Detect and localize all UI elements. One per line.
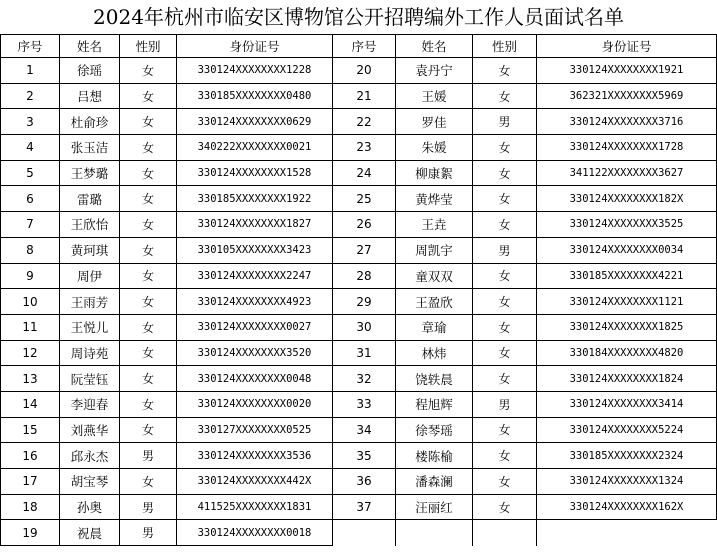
cell-id-left: 330127XXXXXXXX0525 <box>177 417 333 443</box>
cell-gender-right: 女 <box>473 366 537 392</box>
table-row <box>1 160 717 186</box>
cell-name-left: 王欣怡 <box>60 212 120 238</box>
cell-name-right: 汪丽红 <box>396 494 473 520</box>
cell-name-left: 吕想 <box>60 83 120 109</box>
cell-id-left: 330185XXXXXXXX0480 <box>177 83 333 109</box>
cell-name-right: 林炜 <box>396 340 473 366</box>
cell-gender-left: 女 <box>120 417 177 443</box>
table-row <box>1 443 717 469</box>
cell-gender-right: 女 <box>473 289 537 315</box>
candidate-table <box>0 34 717 546</box>
cell-gender-right: 女 <box>473 263 537 289</box>
cell-seq-left: 8 <box>1 237 60 263</box>
cell-name-right: 周凯宇 <box>396 237 473 263</box>
table-row <box>1 289 717 315</box>
cell-gender-right: 女 <box>473 212 537 238</box>
cell-seq-left: 16 <box>1 443 60 469</box>
cell-id-left: 330105XXXXXXXX3423 <box>177 237 333 263</box>
cell-id-right: 330124XXXXXXXX1728 <box>537 135 717 161</box>
cell-id-left: 330124XXXXXXXX1528 <box>177 160 333 186</box>
header-id-right: 身份证号 <box>537 35 717 58</box>
cell-gender-left: 男 <box>120 443 177 469</box>
cell-id-left: 330185XXXXXXXX1922 <box>177 186 333 212</box>
cell-id-right: 330124XXXXXXXX1921 <box>537 58 717 84</box>
cell-seq-right: 22 <box>333 109 396 135</box>
cell-gender-left: 女 <box>120 58 177 84</box>
cell-gender-left: 男 <box>120 494 177 520</box>
header-name-right: 姓名 <box>396 35 473 58</box>
cell-id-right: 330124XXXXXXXX182X <box>537 186 717 212</box>
cell-seq-left: 5 <box>1 160 60 186</box>
cell-seq-left: 1 <box>1 58 60 84</box>
table-row <box>1 212 717 238</box>
cell-name-right: 徐琴瑶 <box>396 417 473 443</box>
cell-name-left: 黄珂琪 <box>60 237 120 263</box>
cell-name-left: 李迎春 <box>60 391 120 417</box>
cell-id-right: 362321XXXXXXXX5969 <box>537 83 717 109</box>
cell-seq-left: 6 <box>1 186 60 212</box>
cell-name-left: 周伊 <box>60 263 120 289</box>
empty-cell <box>537 520 717 546</box>
cell-gender-right: 女 <box>473 340 537 366</box>
cell-id-right: 330184XXXXXXXX4820 <box>537 340 717 366</box>
cell-seq-right: 24 <box>333 160 396 186</box>
cell-name-left: 周诗苑 <box>60 340 120 366</box>
cell-name-right: 童双双 <box>396 263 473 289</box>
cell-name-left: 祝晨 <box>60 520 120 546</box>
cell-id-right: 330124XXXXXXXX1121 <box>537 289 717 315</box>
cell-id-left: 411525XXXXXXXX1831 <box>177 494 333 520</box>
cell-seq-left: 18 <box>1 494 60 520</box>
table-row <box>1 237 717 263</box>
cell-seq-left: 7 <box>1 212 60 238</box>
table-row <box>1 109 717 135</box>
cell-seq-right: 26 <box>333 212 396 238</box>
cell-id-right: 330124XXXXXXXX3716 <box>537 109 717 135</box>
cell-name-left: 王雨芳 <box>60 289 120 315</box>
cell-name-left: 阮莹钰 <box>60 366 120 392</box>
cell-name-left: 孙奥 <box>60 494 120 520</box>
cell-gender-right: 男 <box>473 109 537 135</box>
cell-gender-left: 女 <box>120 212 177 238</box>
cell-gender-left: 女 <box>120 340 177 366</box>
cell-seq-right: 31 <box>333 340 396 366</box>
cell-name-right: 黄烨莹 <box>396 186 473 212</box>
cell-gender-right: 女 <box>473 83 537 109</box>
header-id-left: 身份证号 <box>177 35 333 58</box>
cell-id-right: 330185XXXXXXXX2324 <box>537 443 717 469</box>
cell-name-right: 程旭辉 <box>396 391 473 417</box>
cell-name-right: 章瑜 <box>396 314 473 340</box>
cell-id-left: 330124XXXXXXXX1228 <box>177 58 333 84</box>
cell-gender-left: 女 <box>120 263 177 289</box>
cell-gender-left: 女 <box>120 186 177 212</box>
cell-seq-right: 30 <box>333 314 396 340</box>
cell-seq-left: 2 <box>1 83 60 109</box>
cell-id-left: 330124XXXXXXXX1827 <box>177 212 333 238</box>
cell-seq-left: 9 <box>1 263 60 289</box>
cell-gender-right: 女 <box>473 58 537 84</box>
cell-seq-right: 32 <box>333 366 396 392</box>
cell-name-left: 王梦璐 <box>60 160 120 186</box>
cell-gender-right: 女 <box>473 160 537 186</box>
cell-gender-left: 女 <box>120 314 177 340</box>
cell-gender-left: 女 <box>120 289 177 315</box>
table-row <box>1 314 717 340</box>
cell-id-left: 330124XXXXXXXX3536 <box>177 443 333 469</box>
cell-name-right: 袁丹宁 <box>396 58 473 84</box>
table-row <box>1 340 717 366</box>
cell-seq-right: 25 <box>333 186 396 212</box>
cell-name-right: 柳康絮 <box>396 160 473 186</box>
cell-id-left: 330124XXXXXXXX0020 <box>177 391 333 417</box>
table-row <box>1 520 717 546</box>
cell-id-right: 330124XXXXXXXX3525 <box>537 212 717 238</box>
cell-seq-right: 29 <box>333 289 396 315</box>
cell-name-right: 潘森澜 <box>396 469 473 495</box>
cell-id-right: 330124XXXXXXXX162X <box>537 494 717 520</box>
cell-seq-left: 19 <box>1 520 60 546</box>
table-row <box>1 469 717 495</box>
cell-id-left: 330124XXXXXXXX442X <box>177 469 333 495</box>
cell-seq-left: 4 <box>1 135 60 161</box>
cell-id-left: 330124XXXXXXXX0018 <box>177 520 333 546</box>
cell-name-left: 邱永杰 <box>60 443 120 469</box>
table-row <box>1 186 717 212</box>
cell-seq-left: 13 <box>1 366 60 392</box>
cell-seq-left: 12 <box>1 340 60 366</box>
table-row <box>1 263 717 289</box>
cell-id-left: 330124XXXXXXXX0629 <box>177 109 333 135</box>
table-row <box>1 494 717 520</box>
cell-seq-left: 11 <box>1 314 60 340</box>
cell-gender-left: 女 <box>120 469 177 495</box>
cell-seq-right: 34 <box>333 417 396 443</box>
table-row <box>1 417 717 443</box>
table-header-row <box>1 35 717 58</box>
cell-gender-left: 男 <box>120 520 177 546</box>
empty-cell <box>473 520 537 546</box>
cell-seq-right: 37 <box>333 494 396 520</box>
cell-id-left: 330124XXXXXXXX0027 <box>177 314 333 340</box>
cell-name-left: 张玉洁 <box>60 135 120 161</box>
cell-gender-left: 女 <box>120 391 177 417</box>
cell-gender-right: 女 <box>473 186 537 212</box>
cell-seq-left: 17 <box>1 469 60 495</box>
cell-id-left: 330124XXXXXXXX0048 <box>177 366 333 392</box>
table-row <box>1 83 717 109</box>
cell-gender-right: 女 <box>473 417 537 443</box>
cell-name-right: 王媛 <box>396 83 473 109</box>
cell-gender-left: 女 <box>120 135 177 161</box>
header-gender-right: 性别 <box>473 35 537 58</box>
cell-gender-right: 男 <box>473 237 537 263</box>
cell-name-right: 王盈欣 <box>396 289 473 315</box>
cell-gender-right: 女 <box>473 135 537 161</box>
cell-gender-left: 女 <box>120 366 177 392</box>
cell-name-right: 楼陈榆 <box>396 443 473 469</box>
cell-id-left: 330124XXXXXXXX4923 <box>177 289 333 315</box>
cell-gender-right: 女 <box>473 443 537 469</box>
empty-cell <box>396 520 473 546</box>
table-row <box>1 391 717 417</box>
header-seq-left: 序号 <box>1 35 60 58</box>
cell-seq-right: 21 <box>333 83 396 109</box>
cell-seq-right: 36 <box>333 469 396 495</box>
cell-name-right: 王垚 <box>396 212 473 238</box>
cell-name-left: 胡宝琴 <box>60 469 120 495</box>
cell-id-right: 330124XXXXXXXX1324 <box>537 469 717 495</box>
header-gender-left: 性别 <box>120 35 177 58</box>
cell-id-right: 330124XXXXXXXX1824 <box>537 366 717 392</box>
cell-seq-right: 27 <box>333 237 396 263</box>
cell-name-right: 朱媛 <box>396 135 473 161</box>
cell-seq-right: 28 <box>333 263 396 289</box>
table-row <box>1 135 717 161</box>
cell-name-right: 罗佳 <box>396 109 473 135</box>
cell-gender-left: 女 <box>120 83 177 109</box>
cell-seq-right: 23 <box>333 135 396 161</box>
table-row <box>1 58 717 84</box>
cell-seq-left: 10 <box>1 289 60 315</box>
table-row <box>1 366 717 392</box>
cell-name-left: 雷璐 <box>60 186 120 212</box>
cell-gender-right: 女 <box>473 469 537 495</box>
document-title: 2024年杭州市临安区博物馆公开招聘编外工作人员面试名单 <box>93 5 624 29</box>
cell-name-left: 刘燕华 <box>60 417 120 443</box>
cell-id-right: 330124XXXXXXXX1825 <box>537 314 717 340</box>
cell-gender-right: 男 <box>473 391 537 417</box>
cell-gender-right: 女 <box>473 494 537 520</box>
cell-seq-left: 15 <box>1 417 60 443</box>
cell-seq-left: 14 <box>1 391 60 417</box>
cell-gender-left: 女 <box>120 237 177 263</box>
cell-id-right: 341122XXXXXXXX3627 <box>537 160 717 186</box>
cell-id-right: 330124XXXXXXXX5224 <box>537 417 717 443</box>
cell-seq-right: 33 <box>333 391 396 417</box>
cell-id-right: 330185XXXXXXXX4221 <box>537 263 717 289</box>
cell-seq-right: 35 <box>333 443 396 469</box>
cell-seq-left: 3 <box>1 109 60 135</box>
cell-id-left: 340222XXXXXXXX0021 <box>177 135 333 161</box>
cell-gender-right: 女 <box>473 314 537 340</box>
cell-id-right: 330124XXXXXXXX3414 <box>537 391 717 417</box>
cell-seq-right: 20 <box>333 58 396 84</box>
header-seq-right: 序号 <box>333 35 396 58</box>
cell-gender-left: 女 <box>120 160 177 186</box>
cell-id-right: 330124XXXXXXXX0034 <box>537 237 717 263</box>
cell-gender-left: 女 <box>120 109 177 135</box>
empty-cell <box>333 520 396 546</box>
cell-name-left: 徐瑶 <box>60 58 120 84</box>
cell-name-left: 杜俞珍 <box>60 109 120 135</box>
cell-id-left: 330124XXXXXXXX2247 <box>177 263 333 289</box>
cell-name-right: 饶轶晨 <box>396 366 473 392</box>
cell-id-left: 330124XXXXXXXX3520 <box>177 340 333 366</box>
header-name-left: 姓名 <box>60 35 120 58</box>
cell-name-left: 王悦儿 <box>60 314 120 340</box>
